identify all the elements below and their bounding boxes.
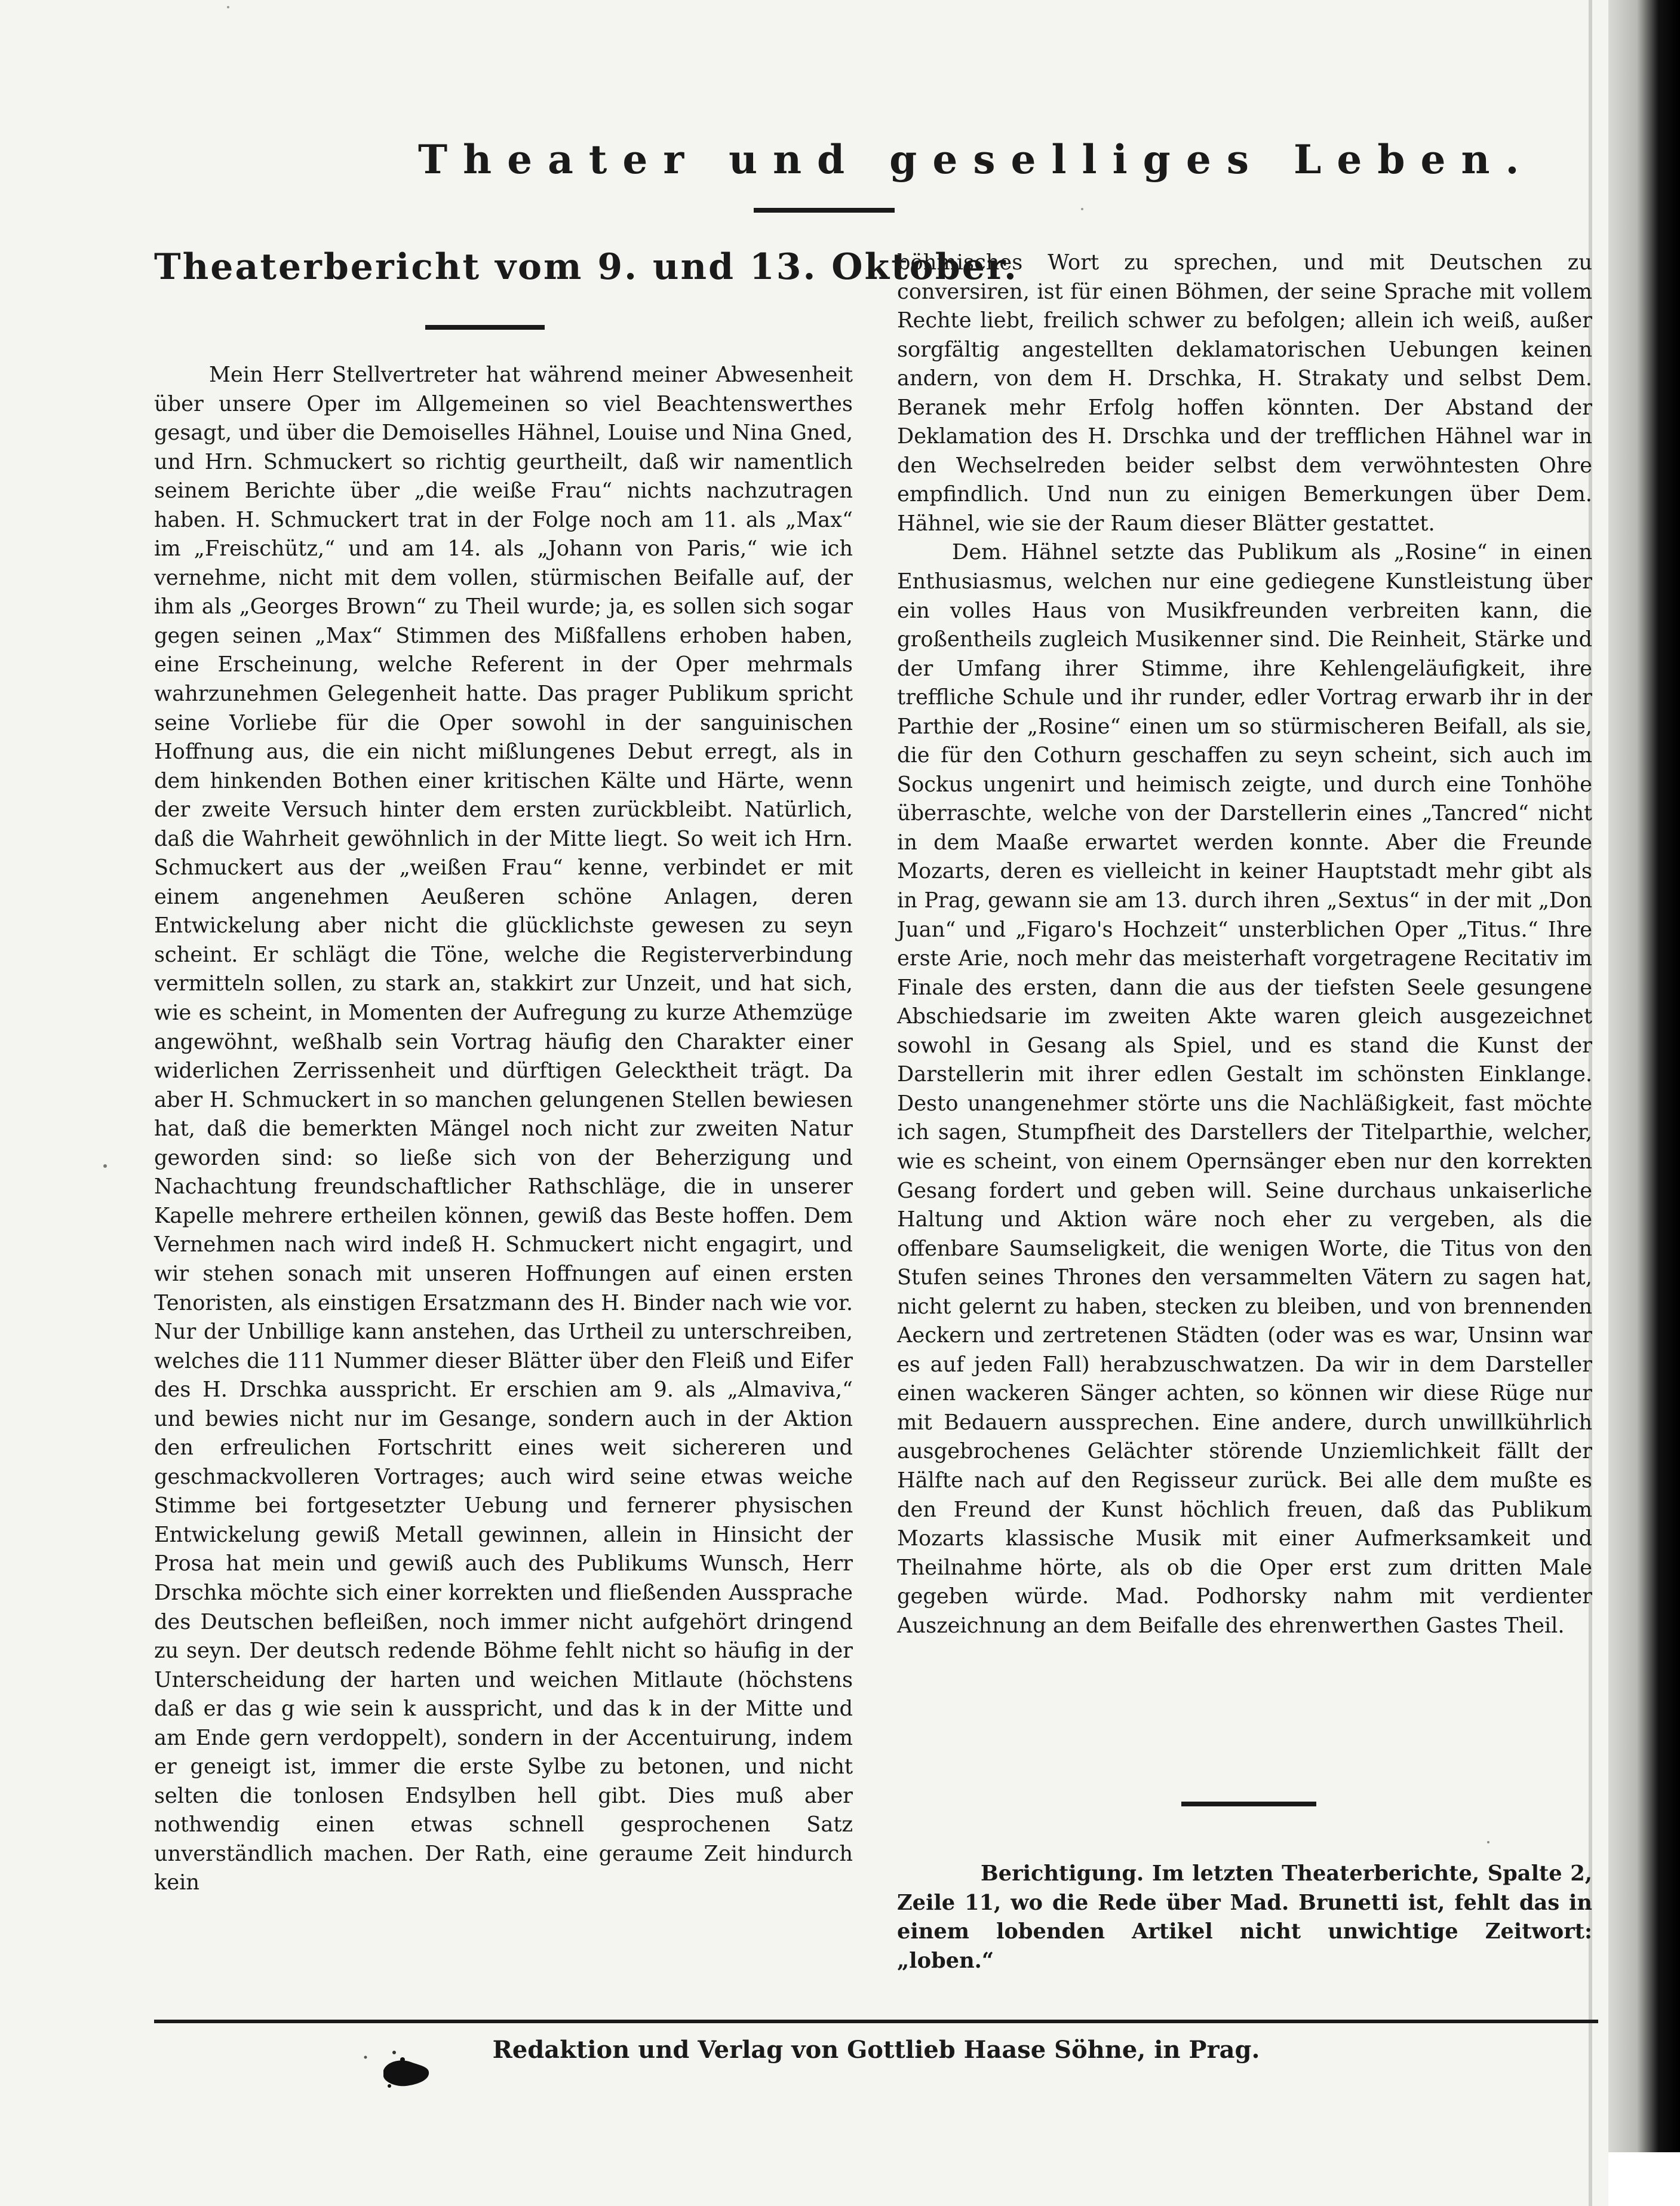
footer-divider (154, 2020, 1598, 2023)
title-divider (754, 208, 895, 213)
article-title-divider (425, 325, 545, 330)
article-paragraph: Mein Herr Stellvertreter hat während meiner Abwesenheit über unsere Oper im Allgemeinen so viel Beachtenswerthes gesagt, und über die Demoiselles Hähnel, Louise und Nina Gned, und Hrn. Schmuckert so richtig geurtheilt, daß wir namentlich seinem Berichte über „die weiße Frau“ nichts nachzutragen haben. H. Schmuckert trat in der Folge noch am 11. als „Max“ im „Freischütz,“ und am 14. als „Johann von Paris,“ wie ich vernehme, nicht mit dem vollen, stürmischen Beifalle auf, der ihm als „Georges Brown“ zu Theil wurde; ja, es sollen sich sogar gegen seinen „Max“ Stimmen des Mißfallens erhoben haben, eine Erscheinung, welche Referent in der Oper mehrmals wahrzunehmen Gelegenheit hatte. Das prager Publikum spricht seine Vorliebe für die Oper sowohl in der sanguinischen Hoffnung aus, die ein nicht mißlungenes Debut erregt, als in dem hinkenden Bothen einer kritischen Kälte und Härte, wenn der zweite Versuch hinter dem ersten zurückbleibt. Natürlich, daß die Wahrheit gewöhnlich in der Mitte liegt. So weit ich Hrn. Schmuckert aus der „weißen Frau“ kenne, verbindet er mit einem angenehmen Aeußeren schöne Anlagen, deren Entwickelung aber nicht die glücklichste gewesen zu seyn scheint. Er schlägt die Töne, welche die Registerverbindung vermitteln sollen, zu stark an, stakkirt zur Unzeit, und hat sich, wie es scheint, in Momenten der Aufregung zu kurze Athemzüge angewöhnt, weßhalb sein Vortrag häufig den Charakter einer widerlichen Zerrissenheit und dürftigen Gelecktheit trägt. Da aber H. Schmuckert in so manchen gelungenen Stellen bewiesen hat, daß die bemerkten Mängel noch nicht zur zweiten Natur geworden sind: so ließe sich von der Beherzigung und Nachachtung freundschaftlicher Rathschläge, die in unserer Kapelle mehrere ertheilen können, gewiß das Beste hoffen. Dem Vernehmen nach wird indeß H. Schmuckert nicht engagirt, und wir stehen sonach mit unseren Hoffnungen auf einen ersten Tenoristen, als einstigen Ersatzmann des H. Binder nach wie vor. Nur der Unbillige kann anstehen, das Urtheil zu unterschreiben, welches die 111 Nummer dieser Blätter über den Fleiß und Eifer des H. Drschka ausspricht. Er erschien am 9. als „Almaviva,“ und bewies nicht nur im Gesange, sondern auch in der Aktion den erfreulichen Fortschritt eines weit sichereren und geschmackvolleren Vortrages; auch wird seine etwas weiche Stimme bei fortgesetzter Uebung und fernerer physischen Entwickelung gewiß Metall gewinnen, allein in Hinsicht der Prosa hat mein und gewiß auch des Publikums Wunsch, Herr Drschka möchte sich einer korrekten und fließenden Aussprache des Deutschen befleißen, noch immer nicht aufgehört dringend zu seyn. Der deutsch redende Böhme fehlt nicht so häufig in der Unterscheidung der harten und weichen Mitlaute (höchstens daß er das g wie sein k ausspricht, und das k in der Mitte und am Ende gern verdoppelt), sondern in der Accentuirung, indem er geneigt ist, immer die erste Sylbe zu betonen, und nicht selten die tonlosen Endsylben hell gibt. Dies muß aber nothwendig einen etwas schnell gesprochenen Satz unverständlich machen. Der Rath, eine geraume Zeit hindurch kein (154, 363, 853, 1895)
ink-blot-mark (379, 2055, 432, 2090)
article-paragraph: böhmisches Wort zu sprechen, und mit Deutschen zu conversiren, ist für einen Böhmen, der seine Sprache mit vollem Rechte liebt, freilich schwer zu befolgen; allein ich weiß, außer sorgfältig angestellten deklamatorischen Uebungen keinen andern, von dem H. Drschka, H. Strakaty und selbst Dem. Beranek mehr Erfolg hoffen könnten. Der Abstand der Deklamation des H. Drschka und der trefflichen Hähnel war in den Wechselreden beider selbst dem verwöhntesten Ohre empfindlich. Und nun zu einigen Bemerkungen über Dem. Hähnel, wie sie der Raum dieser Blätter gestattet. (897, 250, 1592, 536)
publisher-imprint: Redaktion und Verlag von Gottlieb Haase Söhne, in Prag. (492, 2036, 1260, 2064)
article-title: Theaterbericht vom 9. und 13. Oktober. (154, 246, 1018, 288)
article-end-divider (1181, 1802, 1316, 1806)
page-edge-corner (1608, 2152, 1680, 2206)
article-paragraph: Dem. Hähnel setzte das Publikum als „Rosine“ in einen Enthusiasmus, welchen nur eine gediegene Kunstleistung über ein volles Haus von Musikfreunden verbreiten kann, die großentheils zugleich Musikenner sind. Die Reinheit, Stärke und der Umfang ihrer Stimme, ihre Kehlengeläufigkeit, ihre treffliche Schule und ihr runder, edler Vortrag erwarb ihr in der Parthie der „Rosine“ einen um so stürmischeren Beifall, als sie, die für den Cothurn geschaffen zu seyn scheint, sich auch im Sockus ungenirt und heimisch zeigte, und durch eine Tonhöhe überraschte, welche von der Darstellerin eines „Tancred“ nicht in dem Maaße erwartet werden konnte. Aber die Freunde Mozarts, deren es vielleicht in keiner Hauptstadt mehr gibt als in Prag, gewann sie am 13. durch ihren „Sextus“ in der mit „Don Juan“ und „Figaro's Hochzeit“ unsterblichen Oper „Titus.“ Ihre erste Arie, noch mehr das meisterhaft vorgetragene Recitativ im Finale des ersten, dann die aus der tiefsten Seele gesungene Abschiedsarie im zweiten Akte waren gleich ausgezeichnet sowohl in Gesang als Spiel, und es stand die Kunst der Darstellerin mit ihrer edlen Gestalt im schönsten Einklange. Desto unangenehmer störte uns die Nachläßigkeit, fast möchte ich sagen, Stumpfheit des Darstellers der Titelparthie, welcher, wie es scheint, von einem Opernsänger eben nur den korrekten Gesang fordert und geben will. Seine durchaus unkaiserliche Haltung und Aktion wäre noch eher zu vergeben, als die offenbare Saumseligkeit, die wenigen Worte, die Titus von den Stufen seines Thrones den versammelten Vätern zu sagen hat, nicht gelernt zu haben, stecken zu bleiben, und von brennenden Aeckern und zertretenen Städten (oder was es war, Unsinn war es auf jeden Fall) herabzuschwatzen. Da wir in dem Darsteller einen wackeren Sänger achten, so können wir diese Rüge nur mit Bedauern aussprechen. Eine andere, durch unwillkührlich ausgebrochenes Gelächter störende Unziemlichkeit fällt der Hälfte nach auf den Regisseur zurück. Bei alle dem mußte es den Freund der Kunst höchlich freuen, daß das Publikum Mozarts klassische Musik mit einer Aufmerksamkeit und Theilnahme hörte, als ob die Oper erst zum dritten Male gegeben würde. Mad. Podhorsky nahm mit verdienter Auszeichnung an dem Beifalle des ehrenwerthen Gastes Theil. (897, 540, 1592, 1638)
left-column (154, 361, 853, 1898)
right-column (897, 248, 1592, 1640)
page-edge-shadow (1608, 0, 1680, 2206)
section-title: Theater und geselliges Leben. (418, 136, 1535, 183)
correction-notice: Berichtigung. Im letzten Theaterberichte, Spalte 2, Zeile 11, wo die Rede über Mad. Brunetti ist, fehlt das in einem lobenden Artikel nicht unwichtige Zeitwort: „loben.“ (897, 1861, 1592, 1973)
